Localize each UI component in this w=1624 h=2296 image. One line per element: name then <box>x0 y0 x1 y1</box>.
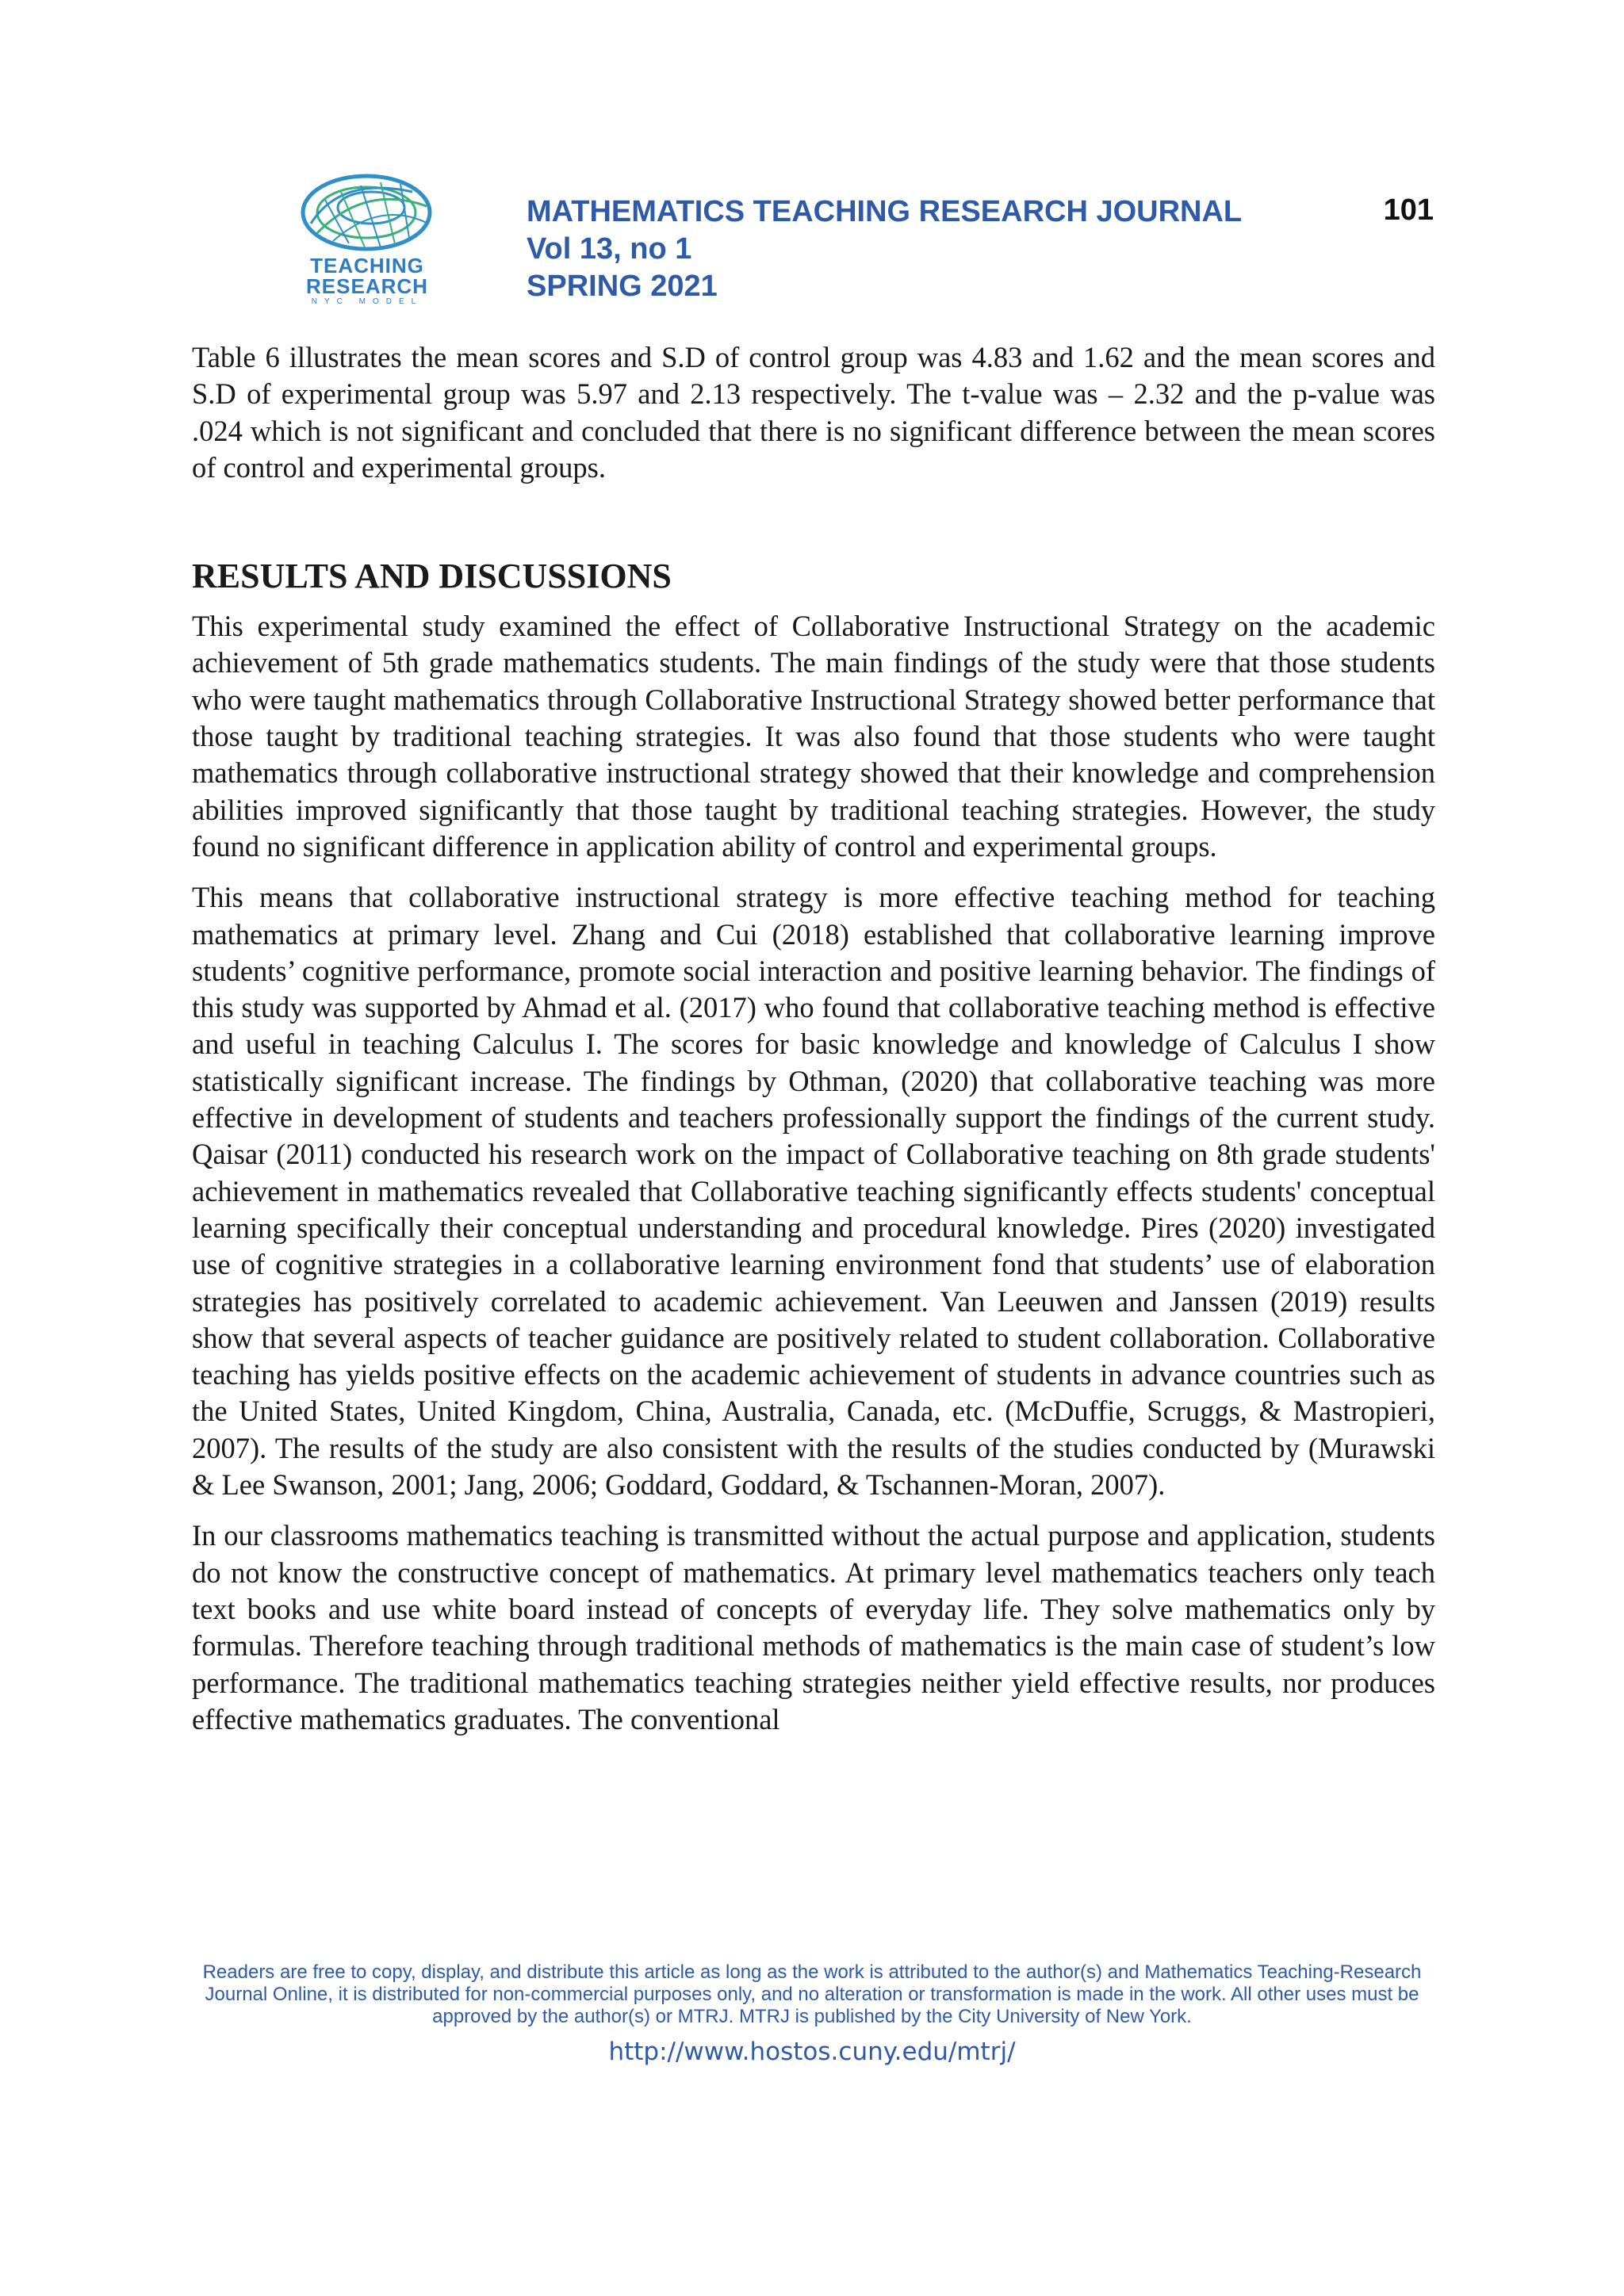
license-notice: Readers are free to copy, display, and distribute this article as long as the work is attributed to the author(s) and Mathematics Teaching-Research Journal Online, it is distributed for non-commercial purposes only, and no alteration or transformation is made in the work. All other uses must be approved by the author(s) or MTRJ. MTRJ is published by the City University of New York. <box>202 1961 1422 2027</box>
journal-season: SPRING 2021 <box>527 270 718 303</box>
journal-masthead <box>527 193 1242 305</box>
body-paragraph: This experimental study examined the effect of Collaborative Instructional Strategy on the academic achievement of 5th grade mathematics students. The main findings of the study were that those students who were taught mathematics through Collaborative Instructional Strategy showed better performance that those taught by traditional teaching strategies. It was also found that those students who were taught mathematics through collaborative instructional strategy showed that their knowledge and comprehension abilities improved significantly that those taught by traditional teaching strategies. However, the study found no significant difference in application ability of control and experimental groups. <box>192 610 1435 863</box>
page-header <box>0 0 1624 317</box>
logo-word-research: RESEARCH <box>306 274 428 298</box>
page-number: 101 <box>1383 193 1434 227</box>
logo-subtitle: NYC MODEL <box>311 297 423 306</box>
journal-title: MATHEMATICS TEACHING RESEARCH JOURNAL <box>527 195 1243 228</box>
journal-logo <box>293 168 441 309</box>
article-body <box>192 339 1435 1738</box>
logo-emblem-icon <box>293 168 441 255</box>
journal-volume: Vol 13, no 1 <box>527 232 692 266</box>
section-heading: RESULTS AND DISCUSSIONS <box>192 557 672 596</box>
logo-word-teaching: TEACHING <box>310 254 424 277</box>
intro-paragraph: Table 6 illustrates the mean scores and S.D of control group was 4.83 and 1.62 and the mean scores and S.D of experimental group was 5.97 and 2.13 respectively. The t-value was – 2.32 and the p-value was .024 which is not significant and concluded that there is no significant difference between the mean scores of control and experimental groups. <box>192 341 1435 484</box>
journal-url-link[interactable]: http://www.hostos.cuny.edu/mtrj/ <box>608 2038 1016 2066</box>
body-paragraph: In our classrooms mathematics teaching is transmitted without the actual purpose and application, students do not know the constructive concept of mathematics. At primary level mathematics teachers only teach text books and use white board instead of concepts of everyday life. They solve mathematics only by formulas. Therefore teaching through traditional methods of mathematics is the main case of student’s low performance. The traditional mathematics teaching strategies neither yield effective results, nor produces effective mathematics graduates. The conventional <box>192 1519 1435 1735</box>
body-paragraph: This means that collaborative instructional strategy is more effective teaching method for teaching mathematics at primary level. Zhang and Cui (2018) established that collaborative learning improve students’ cognitive performance, promote social interaction and positive learning behavior. The findings of this study was supported by Ahmad et al. (2017) who found that collaborative teaching method is effective and useful in teaching Calculus I. The scores for basic knowledge and knowledge of Calculus I show statistically significant increase. The findings by Othman, (2020) that collaborative teaching was more effective in development of students and teachers professionally support the findings of the current study. Qaisar (2011) conducted his research work on the impact of Collaborative teaching on 8th grade students' achievement in mathematics revealed that Collaborative teaching significantly effects students' conceptual learning specifically their conceptual understanding and procedural knowledge. Pires (2020) investigated use of cognitive strategies in a collaborative learning environment fond that students’ use of elaboration strategies has positively correlated to academic achievement. Van Leeuwen and Janssen (2019) results show that several aspects of teacher guidance are positively related to student collaboration. Collaborative teaching has yields positive effects on the academic achievement of students in advance countries such as the United States, United Kingdom, China, Australia, Canada, etc. (McDuffie, Scruggs, & Mastropieri, 2007). The results of the study are also consistent with the results of the studies conducted by (Murawski & Lee Swanson, 2001; Jang, 2006; Goddard, Goddard, & Tschannen-Moran, 2007). <box>192 881 1435 1502</box>
page-footer <box>182 1961 1442 2068</box>
